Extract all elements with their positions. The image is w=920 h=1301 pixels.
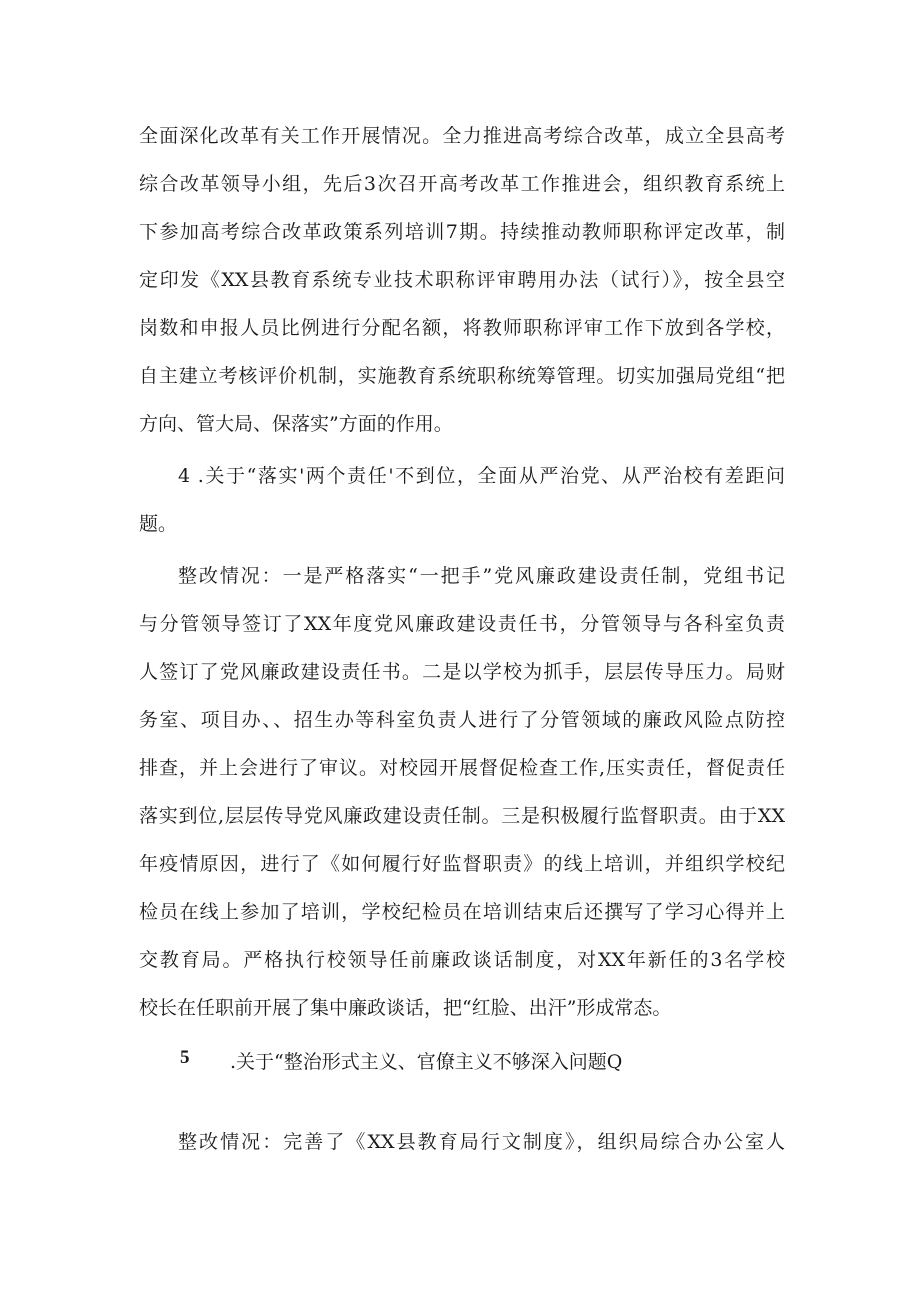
body-text-line: 校长在任职前开展了集中廉政谈话，把“红脸、出汗”形成常态。: [139, 997, 672, 1019]
section-number-5: 5: [180, 1047, 190, 1068]
body-text-line: 下参加高考综合改革政策系列培训7期。持续推动教师职称评定改革，制: [139, 221, 785, 243]
body-text-line: 自主建立考核评价机制，实施教育系统职称统筹管理。切实加强局党组“把: [139, 365, 785, 387]
body-text-line: 落实到位,层层传导党风廉政建设责任制。三是积极履行监督职责。由于XX: [139, 805, 785, 827]
body-text-line: 务室、项目办、、招生办等科室负责人进行了分管领域的廉政风险点防控: [139, 709, 785, 731]
section-heading-4: 4 .关于“落实'两个责任'不到位，全面从严治党、从严治校有差距问: [178, 465, 785, 487]
section-heading-4-continued: 题。: [139, 513, 178, 535]
body-text-line: 排查，并上会进行了审议。对校园开展督促检查工作,压实责任，督促责任: [139, 757, 785, 779]
body-text-line: 岗数和申报人员比例进行分配名额，将教师职称评审工作下放到各学校，: [139, 317, 785, 339]
body-text-line: 检员在线上参加了培训，学校纪检员在培训结束后还撰写了学习心得并上: [139, 901, 785, 923]
body-text-line: 年疫情原因，进行了《如何履行好监督职责》的线上培训，并组织学校纪: [139, 853, 785, 875]
paragraph-start: 整改情况：完善了《XX县教育局行文制度》，组织局综合办公室人: [178, 1131, 785, 1153]
body-text-line: 综合改革领导小组，先后3次召开高考改革工作推进会，组织教育系统上: [139, 173, 785, 195]
body-text-line: 方向、管大局、保落实”方面的作用。: [139, 413, 453, 435]
body-text-line: 人签订了党风廉政建设责任书。二是以学校为抓手，层层传导压力。局财: [139, 661, 785, 683]
body-text-line: 定印发《XX县教育系统专业技术职称评审聘用办法（试行）》，按全县空: [139, 269, 785, 291]
body-text-line: 交教育局。严格执行校领导任前廉政谈话制度，对XX年新任的3名学校: [139, 949, 785, 971]
paragraph-start: 整改情况：一是严格落实“一把手”党风廉政建设责任制，党组书记: [178, 565, 785, 587]
body-text-line: 与分管领导签订了XX年度党风廉政建设责任书，分管领导与各科室负责: [139, 613, 785, 635]
section-heading-5: .关于“整治形式主义、官僚主义不够深入问题Q: [230, 1051, 623, 1073]
body-text-line: 全面深化改革有关工作开展情况。全力推进高考综合改革，成立全县高考: [139, 125, 785, 147]
